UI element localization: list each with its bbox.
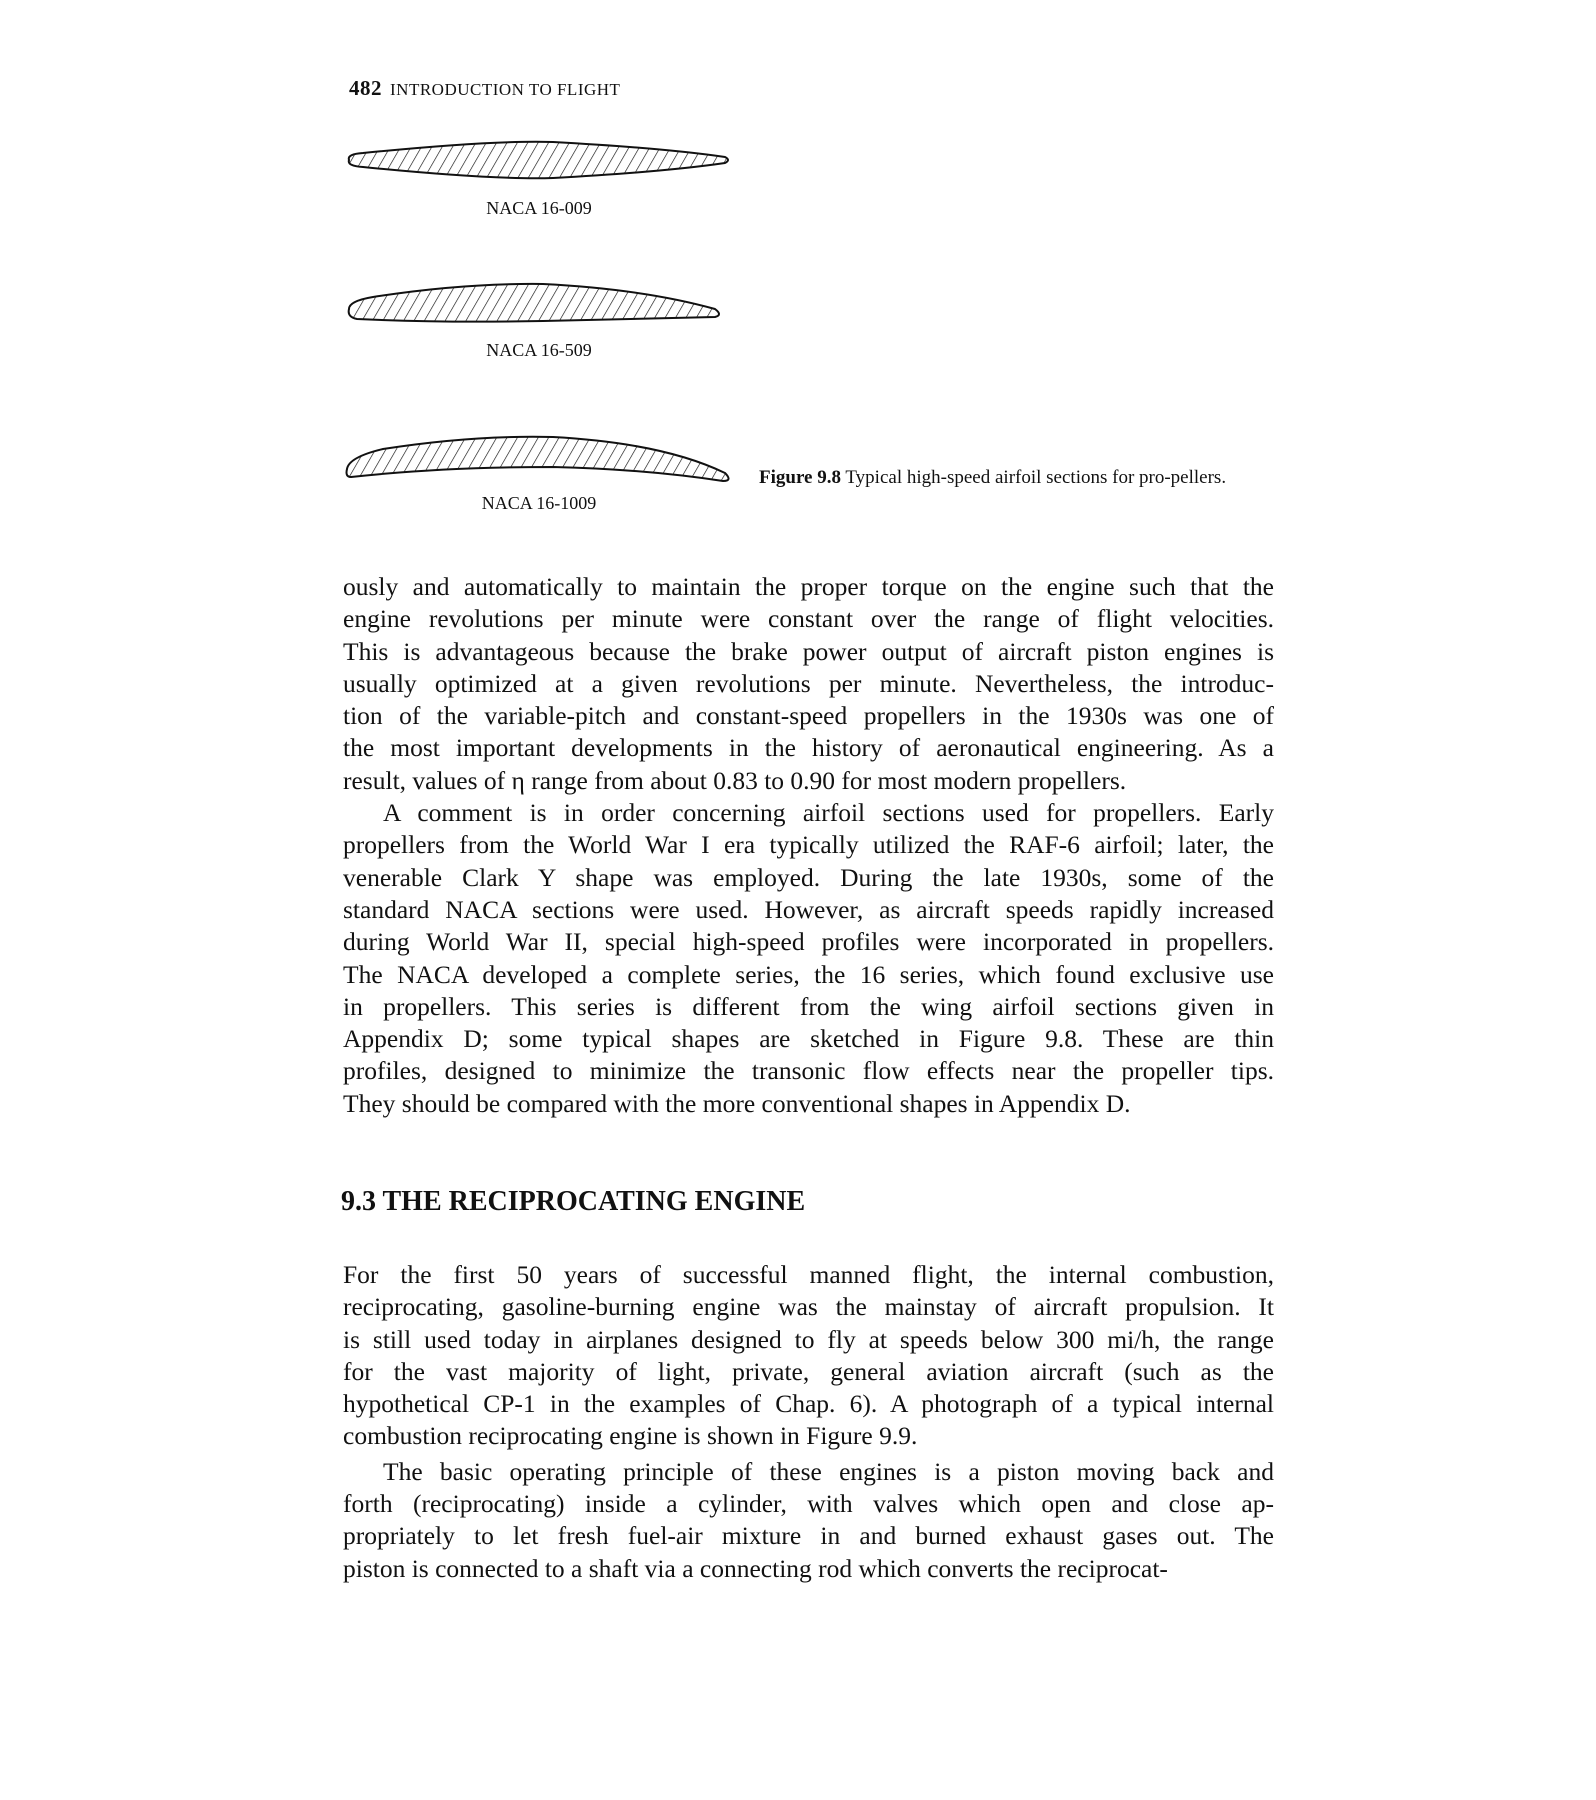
section-heading: 9.3 THE RECIPROCATING ENGINE xyxy=(341,1186,806,1217)
airfoil-label: NACA 16-009 xyxy=(486,198,592,218)
text-line: result, values of η range from about 0.83 to 0.90 for most modern propellers. xyxy=(343,765,1127,795)
text-line: The NACA developed a complete series, the 16 series, which found exclusive use xyxy=(343,959,1274,989)
text-line: in propellers. This series is different from the wing airfoil sections given in xyxy=(343,991,1274,1021)
text-line: the most important developments in the history of aeronautical engineering. As a xyxy=(343,733,1274,763)
text-line: standard NACA sections were used. However, as aircraft speeds rapidly increased xyxy=(343,894,1274,924)
text-line: tion of the variable-pitch and constant-speed propellers in the 1930s was one of xyxy=(343,701,1274,731)
text-line: ously and automatically to maintain the proper torque on the engine such that the xyxy=(343,572,1274,601)
text-line: forth (reciprocating) inside a cylinder, with valves which open and close ap- xyxy=(343,1489,1274,1519)
text-line: is still used today in airplanes designed to fly at speeds below 300 mi/h, the range xyxy=(343,1324,1274,1354)
text-line: combustion reciprocating engine is shown in Figure 9.9. xyxy=(343,1421,918,1451)
text-line: usually optimized at a given revolutions per minute. Nevertheless, the introduc- xyxy=(343,668,1274,698)
running-title: INTRODUCTION TO FLIGHT xyxy=(390,80,621,99)
caption-label: Figure 9.8 xyxy=(759,467,841,488)
page-number: 482 xyxy=(349,76,382,100)
text-line: profiles, designed to minimize the transonic flow effects near the propeller tips. xyxy=(343,1056,1274,1086)
text-line: for the vast majority of light, private, general aviation aircraft (such as the xyxy=(343,1356,1274,1386)
airfoil-naca-16-009 xyxy=(343,138,735,182)
text-line: Appendix D; some typical shapes are sketched in Figure 9.8. These are thin xyxy=(343,1024,1274,1054)
text-line: This is advantageous because the brake power output of aircraft piston engines is xyxy=(343,636,1274,666)
text-line: venerable Clark Y shape was employed. During the late 1930s, some of the xyxy=(343,862,1274,892)
text-line: hypothetical CP-1 in the examples of Chap. 6). A photograph of a typical internal xyxy=(343,1389,1274,1419)
airfoil-naca-16-509 xyxy=(343,281,735,327)
text-line: They should be compared with the more conventional shapes in Appendix D. xyxy=(343,1088,1131,1118)
airfoil-label: NACA 16-509 xyxy=(486,340,592,360)
text-line: propellers from the World War I era typically utilized the RAF-6 airfoil; later, the xyxy=(343,830,1274,860)
text-line: engine revolutions per minute were constant over the range of flight velocities. xyxy=(343,604,1274,634)
paragraph xyxy=(343,571,1274,797)
body-text xyxy=(343,571,1274,1120)
text-line: reciprocating, gasoline-burning engine was the mainstay of aircraft propulsion. It xyxy=(343,1292,1274,1322)
airfoil-label: NACA 16-1009 xyxy=(481,493,597,513)
text-line: A comment is in order concerning airfoil sections used for propellers. Early xyxy=(383,798,1274,828)
paragraph xyxy=(343,1456,1274,1585)
paragraph xyxy=(343,797,1274,1120)
text-line: piston is connected to a shaft via a connecting rod which converts the reciprocat- xyxy=(343,1553,1168,1583)
section-body-text xyxy=(343,1259,1274,1585)
caption-text: Typical high-speed airfoil sections for pro-pellers. xyxy=(845,467,1227,488)
text-line: propriately to let fresh fuel-air mixture in and burned exhaust gases out. The xyxy=(343,1521,1274,1551)
text-line: The basic operating principle of these engines is a piston moving back and xyxy=(383,1456,1274,1486)
text-line: For the first 50 years of successful manned flight, the internal combustion, xyxy=(343,1260,1274,1289)
airfoil-naca-16-1009 xyxy=(343,433,735,487)
paragraph xyxy=(343,1259,1274,1453)
figure-caption xyxy=(759,465,1272,491)
text-line: during World War II, special high-speed profiles were incorporated in propellers. xyxy=(343,927,1274,957)
running-header xyxy=(349,76,620,101)
